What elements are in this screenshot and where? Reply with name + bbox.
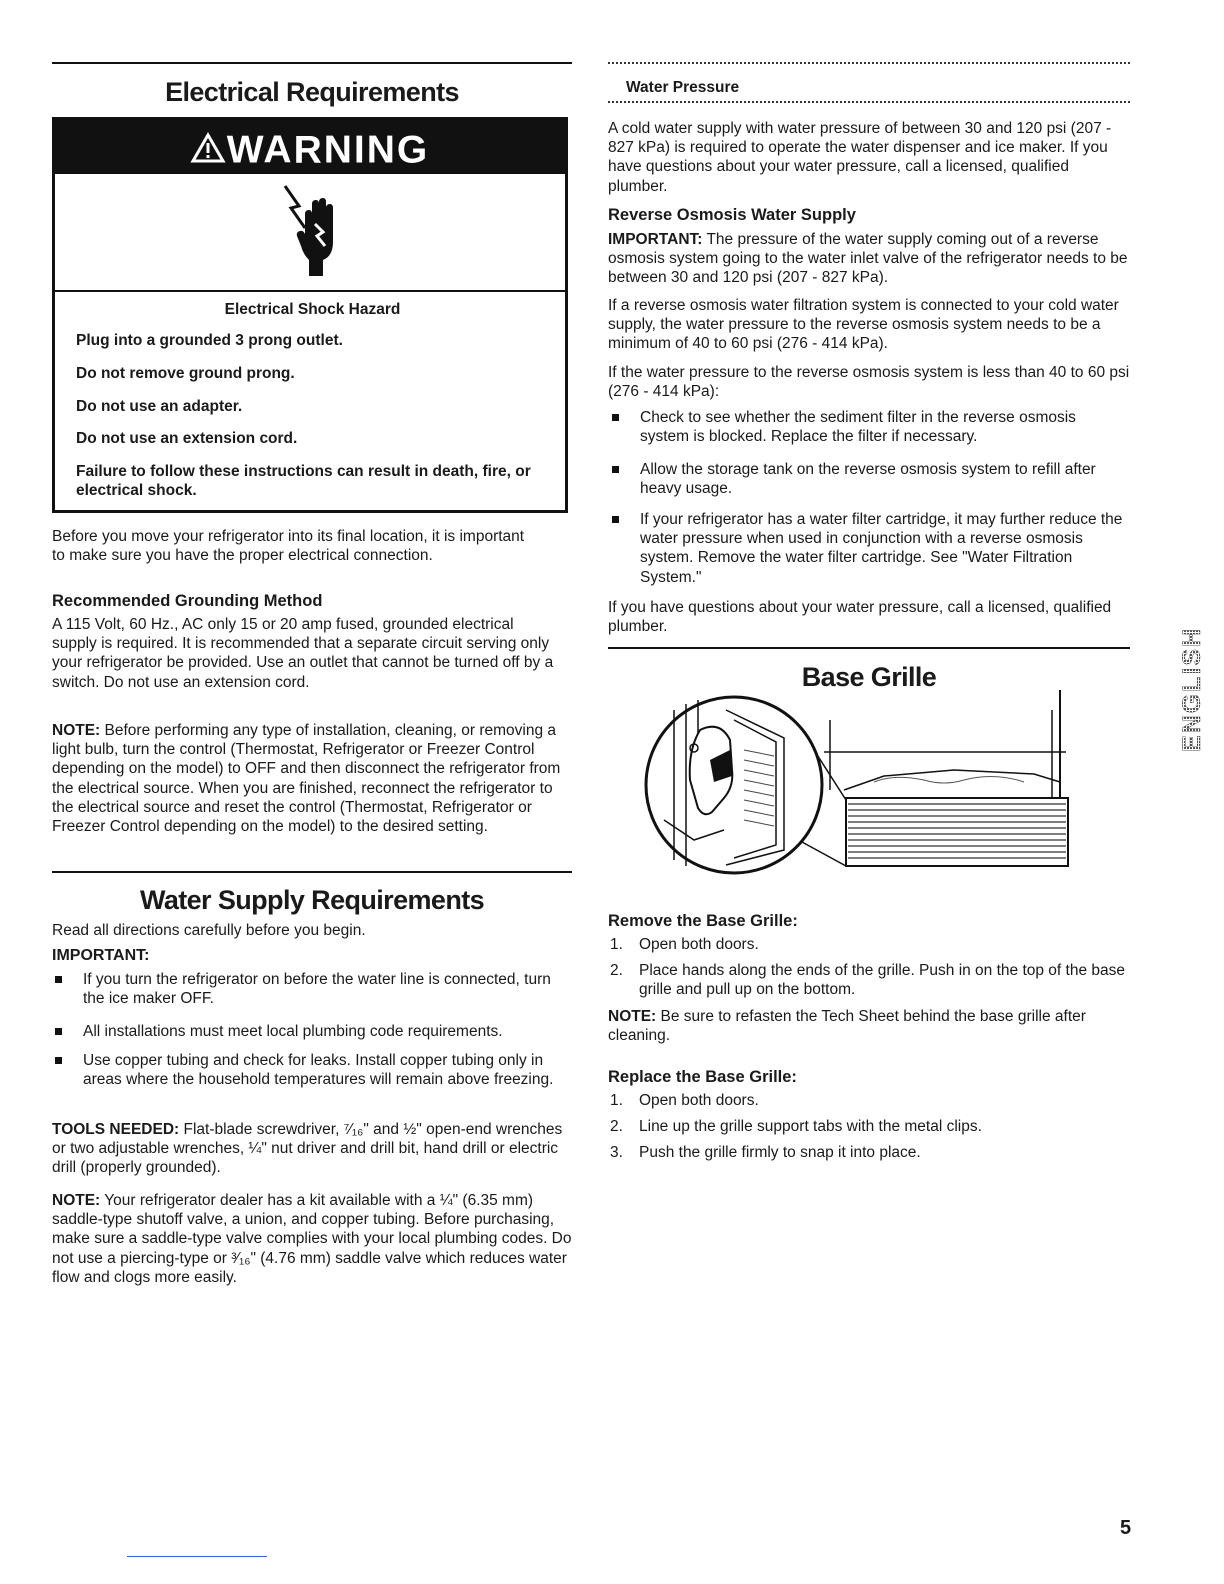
water-supply-rule (52, 871, 572, 873)
water-supply-title: Water Supply Requirements (139, 885, 485, 915)
water-pressure-title: Water Pressure (626, 79, 740, 96)
bullet-square-icon (612, 414, 619, 421)
warning-box (52, 117, 568, 513)
electrical-note: NOTE: Before performing any type of installation, cleaning, or removing a light bulb, turn the control (Thermostat, Refrigerator or Freezer Control depending on the model) to OFF and then disconnect the refrigerator from the electrical source. When you are finished, reconnect the refrigerator to the electrical source and reset the control (Thermostat, Refrigerator or Freezer Control depending on the model) to the desired setting. (52, 722, 561, 836)
bullet-square-icon (612, 466, 619, 473)
base-grille-rule (608, 647, 1130, 649)
reverse-osmosis-important: IMPORTANT: The pressure of the water supply coming out of a reverse osmosis system going to the water inlet valve of the refrigerator needs to be between 30 and 120 psi (207 - 827 kPa). (608, 231, 1128, 287)
side-tab-label: ENGLISH (1178, 626, 1206, 752)
top-rule-left (52, 62, 572, 64)
bullet-square-icon (55, 1028, 62, 1035)
warning-hazard: Electrical Shock Hazard (224, 301, 401, 318)
water-pressure-text: A cold water supply with water pressure of between 30 and 120 psi (207 - 827 kPa) is required to operate the water dispenser and ice maker. If you have questions about your water pressure, call a licensed, qualified plumber. (608, 120, 1112, 195)
reverse-osmosis-paragraph: If a reverse osmosis water filtration system is connected to your cold water supply, the water pressure to the reverse osmosis system needs to be a minimum of 40 to 60 psi (276 - 414 kPa). (608, 297, 1119, 353)
remove-grille-note: NOTE: Be sure to refasten the Tech Sheet behind the base grille after cleaning. (608, 1008, 1086, 1045)
water-pressure-bottom-rule (608, 101, 1130, 105)
base-grille-title: Base Grille (801, 662, 937, 692)
warning-line: Do not use an adapter. (76, 398, 243, 415)
language-side-tab (1178, 566, 1206, 758)
water-supply-intro: Read all directions carefully before you begin. (52, 922, 366, 939)
bullet-square-icon (55, 1057, 62, 1064)
bullet-square-icon (55, 976, 62, 983)
electrical-requirements-title: Electrical Requirements (165, 77, 459, 107)
warning-triangle-icon (191, 122, 225, 180)
important-label: IMPORTANT: (52, 947, 150, 964)
electrical-shock-hand-icon (279, 184, 345, 285)
water-pressure-top-rule (608, 62, 1130, 66)
reverse-osmosis-paragraph: If the water pressure to the reverse osmosis system is less than 40 to 60 psi (276 - 414 kPa): (608, 364, 1130, 401)
grounding-method-text: A 115 Volt, 60 Hz., AC only 15 or 20 amp fused, grounded electrical supply is required. It is recommended that a separate circuit serving only your refrigerator be provided. Use an outlet that cannot be turned off by a switch. Do not use an extension cord. (52, 616, 554, 691)
electrical-intro: Before you move your refrigerator into its final location, it is important to make sure you have the proper electrical connection. (52, 528, 525, 565)
grounding-method-title: Recommended Grounding Method (52, 592, 323, 610)
page-number: 5 (1120, 1517, 1132, 1539)
kit-note: NOTE: Your refrigerator dealer has a kit available with a ¼" (6.35 mm) saddle-type shutoff valve, a union, and copper tubing. Before purchasing, make sure a saddle-type valve complies with your local plumbing codes. Do not use a piercing-type or ³⁄₁₆" (4.76 mm) saddle valve which reduces water flow and clogs more easily. (52, 1192, 572, 1286)
bullet-square-icon (612, 516, 619, 523)
warning-line: Plug into a grounded 3 prong outlet. (76, 332, 343, 349)
warning-header: WARNING (55, 120, 565, 174)
warning-line: Do not use an extension cord. (76, 430, 298, 447)
base-grille-illustration (634, 690, 1074, 890)
footer-blue-line (127, 1556, 267, 1557)
reverse-osmosis-paragraph: If you have questions about your water pressure, call a licensed, qualified plumber. (608, 599, 1112, 636)
warning-failure: Failure to follow these instructions can result in death, fire, or electrical shock. (76, 463, 531, 499)
warning-line: Do not remove ground prong. (76, 365, 295, 382)
replace-grille-title: Replace the Base Grille: (608, 1068, 797, 1086)
reverse-osmosis-title: Reverse Osmosis Water Supply (608, 206, 856, 224)
remove-grille-title: Remove the Base Grille: (608, 912, 798, 930)
tools-needed: TOOLS NEEDED: Flat-blade screwdriver, ⁷⁄₁₆" and ½" open-end wrenches or two adjustable wrenches, ¼" nut driver and drill bit, hand drill or electric drill (properly grounded). (52, 1121, 563, 1177)
